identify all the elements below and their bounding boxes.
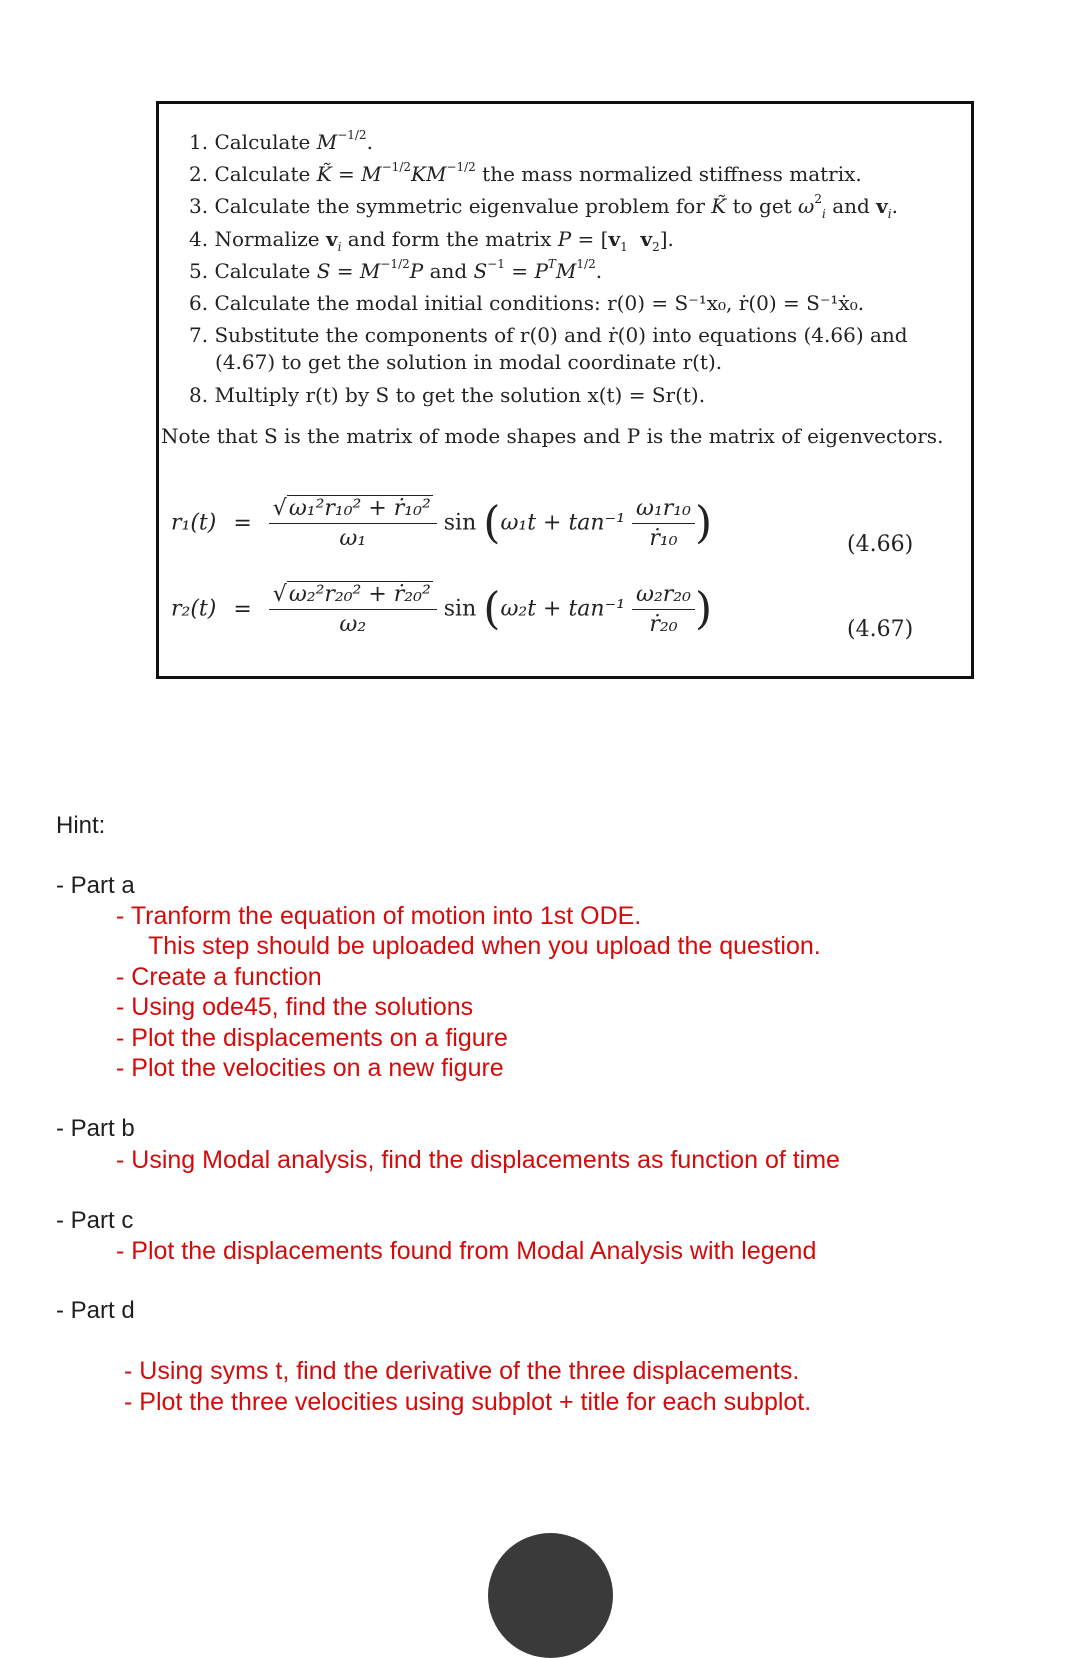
part-b-heading: - Part b (56, 1115, 135, 1142)
step-2: 2. Calculate K̃ = $M^{-1/2}KM^{-1/2}$ the mass normalized stiffness matrix. (189, 160, 862, 186)
step-3: 3. Calculate the symmetric eigenvalue problem for K̃ to get $\omega^2_i$ and $v_i$. (189, 192, 898, 221)
equation-4-66: r₁(t) = $\frac{\text{√ω₁²r₁₀² + ṙ₁₀²}}{\text{ω₁}}$ sin (ω₁t + tan⁻¹ $\frac{\text{ω₁r₁₀}}{\text{ṙ₁₀}}$ ) (171, 496, 713, 551)
amplitude-fraction: $\frac{\text{√ω₂²r₂₀² + ṙ₂₀²}}{\text{ω₂}}$ (269, 582, 437, 637)
part-c-item-1: - Plot the displacements found from Modal Analysis with legend (116, 1237, 817, 1265)
phase-fraction: $\frac{\text{ω₁r₁₀}}{\text{ṙ₁₀}}$ (632, 496, 695, 551)
part-a-item-4: - Plot the displacements on a figure (116, 1024, 508, 1052)
note: Note that S is the matrix of mode shapes and P is the matrix of eigenvectors. (161, 424, 944, 448)
part-a-item-2: - Create a function (116, 963, 322, 991)
step-7-line-2: (4.67) to get the solution in modal coordinate r(t). (215, 350, 723, 374)
part-a-item-1: - Tranform the equation of motion into 1st ODE. (116, 902, 642, 930)
part-a-item-5: - Plot the velocities on a new figure (116, 1054, 504, 1082)
part-d-item-2: - Plot the three velocities using subplot + title for each subplot. (124, 1388, 812, 1416)
step-6: 6. Calculate the modal initial conditions: r(0) = S⁻¹x₀, ṙ(0) = S⁻¹ẋ₀. (189, 291, 865, 315)
step-7-line-1: 7. Substitute the components of r(0) and ṙ(0) into equations (4.66) and (189, 323, 908, 347)
step-5: 5. Calculate $S = M^{-1/2}P$ and $S^{-1} = P^TM^{1/2}$. (189, 257, 603, 283)
floating-action-button[interactable] (488, 1533, 613, 1658)
step-8: 8. Multiply r(t) by S to get the solution x(t) = Sr(t). (189, 383, 706, 407)
part-a-heading: - Part a (56, 872, 135, 899)
part-a-item-1-note: This step should be uploaded when you upload the question. (148, 932, 821, 960)
equation-number-4-66: (4.66) (847, 532, 914, 557)
part-d-heading: - Part d (56, 1297, 135, 1324)
part-b-item-1: - Using Modal analysis, find the displacements as function of time (116, 1146, 840, 1174)
phase-fraction: $\frac{\text{ω₂r₂₀}}{\text{ṙ₂₀}}$ (632, 582, 695, 637)
part-a-item-3: - Using ode45, find the solutions (116, 993, 474, 1021)
step-4: 4. Normalize $v_i$ and form the matrix $P = [v_1$ $v_2$]. (189, 227, 674, 254)
hint-title: Hint: (56, 812, 106, 839)
step-1: 1. Calculate $M^{-1/2}$. (189, 128, 373, 154)
equation-4-67: r₂(t) = $\frac{\text{√ω₂²r₂₀² + ṙ₂₀²}}{\text{ω₂}}$ sin (ω₂t + tan⁻¹ $\frac{\text{ω₂r₂₀}}{\text{ṙ₂₀}}$ ) (171, 582, 713, 637)
part-c-heading: - Part c (56, 1207, 134, 1234)
part-d-item-1: - Using syms t, find the derivative of the three displacements. (124, 1357, 800, 1385)
equation-number-4-67: (4.67) (847, 617, 914, 642)
procedure-box (156, 101, 974, 679)
amplitude-fraction: $\frac{\text{√ω₁²r₁₀² + ṙ₁₀²}}{\text{ω₁}}$ (269, 496, 437, 551)
